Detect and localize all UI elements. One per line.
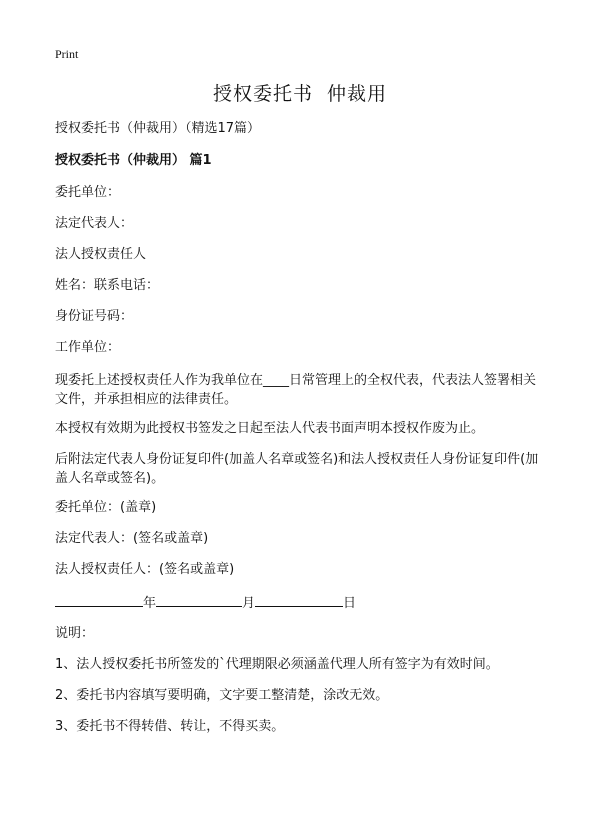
document-title: 授权委托书 仲裁用 — [212, 83, 388, 105]
field-id-number: 身份证号码： — [55, 309, 134, 324]
print-label: Print — [55, 47, 79, 61]
day-blank — [255, 593, 343, 607]
year-label: 年 — [143, 596, 157, 611]
month-blank — [156, 593, 242, 607]
day-label: 日 — [343, 596, 357, 611]
signature-authorized-person: 法人授权责任人：(签名或盖章) — [55, 562, 235, 577]
paragraph-entrustment: 现委托上述授权责任人作为我单位在____日常管理上的全权代表，代表法人签署相关文件，并承担相应的法律责任。 — [55, 373, 537, 407]
section-heading: 授权委托书（仲裁用） 篇1 — [55, 153, 212, 168]
date-line — [55, 593, 356, 613]
note-item: 1、法人授权委托书所签发的`代理期限必须涵盖代理人所有签字为有效时间。 — [55, 657, 499, 672]
month-label: 月 — [242, 596, 256, 611]
field-legal-rep: 法定代表人： — [55, 216, 134, 231]
document-subtitle: 授权委托书（仲裁用）（精选17篇） — [55, 121, 261, 136]
note-item: 3、委托书不得转借、转让，不得买卖。 — [55, 719, 285, 734]
year-blank — [55, 593, 143, 607]
signature-legal-rep: 法定代表人：(签名或盖章) — [55, 531, 209, 546]
note-item: 2、委托书内容填写要明确，文字要工整清楚，涂改无效。 — [55, 688, 389, 703]
field-authorized-person: 法人授权责任人 — [55, 247, 147, 262]
field-name-phone: 姓名：联系电话： — [55, 278, 160, 293]
signature-entrust-unit: 委托单位：(盖章) — [55, 500, 157, 515]
notes-heading: 说明： — [55, 626, 95, 641]
field-entrust-unit: 委托单位： — [55, 185, 121, 200]
field-work-unit: 工作单位： — [55, 340, 121, 355]
paragraph-validity: 本授权有效期为此授权书签发之日起至法人代表书面声明本授权作废为止。 — [55, 421, 485, 436]
paragraph-attachments: 后附法定代表人身份证复印件(加盖人名章或签名)和法人授权责任人身份证复印件(加盖人名章或签名)。 — [55, 452, 539, 486]
